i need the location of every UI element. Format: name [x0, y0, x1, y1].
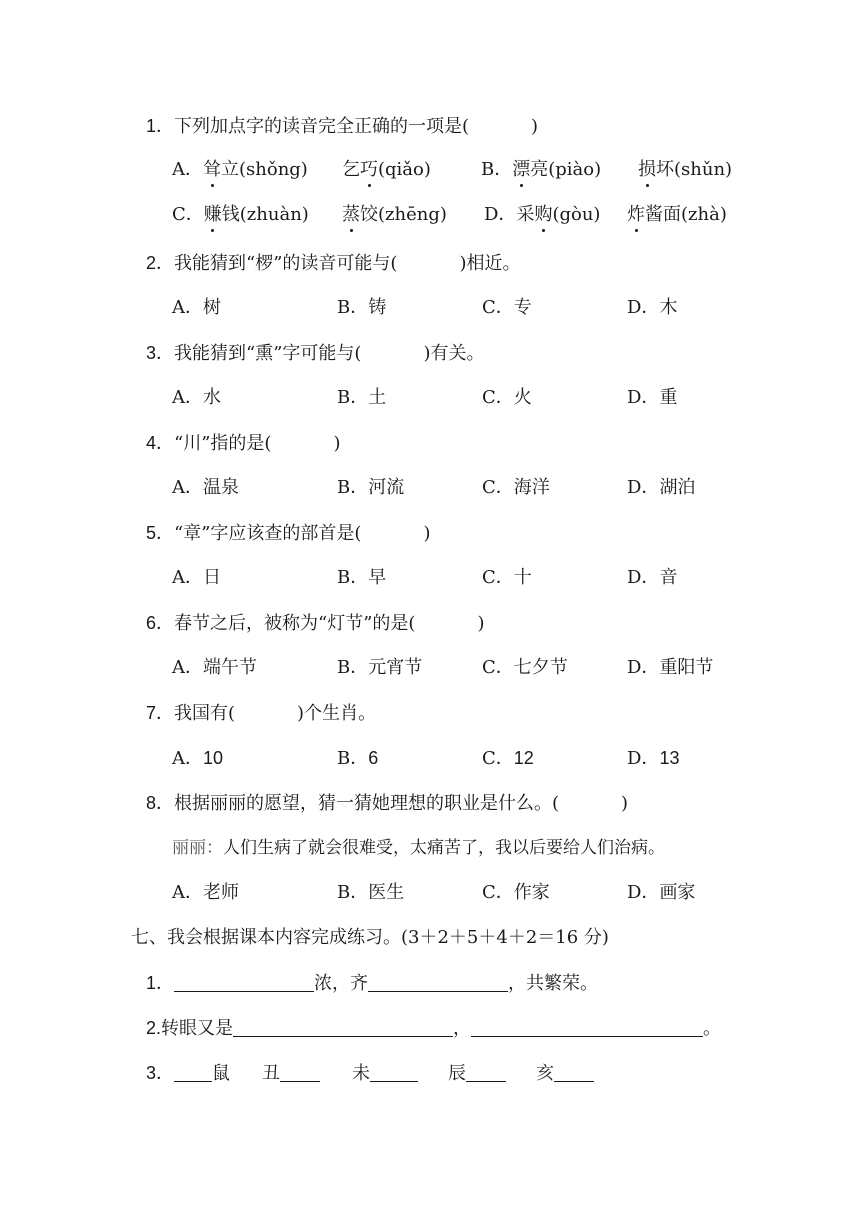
- q3-option-a[interactable]: A．水: [172, 387, 221, 408]
- blank-field[interactable]: [466, 1063, 506, 1082]
- q3-option-c[interactable]: C．火: [482, 387, 532, 408]
- blank-field[interactable]: [471, 1018, 703, 1037]
- speech-bubble-text: [172, 836, 665, 860]
- dotted-char: 购: [534, 204, 553, 225]
- q8-option-d[interactable]: D．画家: [627, 882, 696, 903]
- speaker-name: 丽丽：: [172, 838, 223, 858]
- q7-option-c[interactable]: C．12: [482, 748, 534, 769]
- q5-option-c[interactable]: C．十: [482, 567, 532, 588]
- fill-item-2: 2.转眼又是 ， 。: [146, 1018, 722, 1039]
- question-2: 2．我能猜到“椤”的读音可能与( )相近。: [146, 253, 521, 274]
- q8-option-b[interactable]: B．医生: [337, 882, 405, 903]
- fill-item-3: 3． 鼠 丑 未 辰 亥: [146, 1061, 594, 1086]
- question-stem: 我国有(: [174, 703, 236, 724]
- q4-option-a[interactable]: A．温泉: [172, 477, 239, 498]
- q7-option-a[interactable]: A．10: [172, 748, 224, 769]
- question-number: 3．: [146, 343, 175, 363]
- question-stem: 我能猜到“椤”的读音可能与(: [174, 253, 398, 274]
- q5-option-d[interactable]: D．音: [627, 567, 678, 588]
- dotted-char: 漂: [512, 159, 531, 180]
- q1-option-a-word2: 乞巧(qiǎo): [342, 159, 431, 180]
- question-number: 1．: [146, 116, 175, 136]
- question-stem: 春节之后，被称为“灯节”的是(: [174, 613, 416, 634]
- q3-option-d[interactable]: D．重: [627, 387, 678, 408]
- q6-option-a[interactable]: A．端午节: [172, 657, 257, 678]
- dotted-char: 赚: [203, 204, 222, 225]
- dotted-char: 炸: [627, 204, 645, 225]
- question-number: 2．: [146, 253, 175, 273]
- q2-option-b[interactable]: B．铸: [337, 297, 387, 318]
- question-7: 7．我国有( )个生肖。: [146, 703, 377, 724]
- q1-option-d-word2: 炸酱面(zhà): [627, 204, 727, 225]
- question-number: 4．: [146, 433, 175, 453]
- question-stem: 下列加点字的读音完全正确的一项是(: [174, 116, 470, 137]
- question-number: 6．: [146, 613, 175, 633]
- q2-option-d[interactable]: D．木: [627, 297, 678, 318]
- question-number: 7．: [146, 703, 175, 723]
- q1-option-b-word2: 损坏(shǔn): [638, 159, 733, 180]
- question-3: 3．我能猜到“熏”字可能与( )有关。: [146, 343, 485, 364]
- dotted-char: 耸: [203, 159, 221, 180]
- q1-option-b[interactable]: B．漂亮(piào): [481, 159, 602, 180]
- blank-field[interactable]: [554, 1063, 594, 1082]
- blank-field[interactable]: [370, 1063, 418, 1082]
- q2-option-c[interactable]: C．专: [482, 297, 532, 318]
- q1-option-c[interactable]: C．赚钱(zhuàn): [172, 204, 309, 225]
- question-stem: 根据丽丽的愿望，猜一猜她理想的职业是什么。(: [174, 793, 560, 814]
- question-number: 5．: [146, 523, 175, 543]
- q5-option-a[interactable]: A．日: [172, 567, 221, 588]
- blank-field[interactable]: [174, 973, 314, 992]
- q6-option-c[interactable]: C．七夕节: [482, 657, 568, 678]
- section-7-title: 七、我会根据课本内容完成练习。(3＋2＋5＋4＋2＝16 分): [131, 927, 609, 948]
- question-8: 8．根据丽丽的愿望，猜一猜她理想的职业是什么。( ): [146, 793, 629, 814]
- blank-field[interactable]: [233, 1018, 453, 1037]
- q5-option-b[interactable]: B．早: [337, 567, 387, 588]
- fill-item-1: 1． 浓，齐 ，共繁荣。: [146, 973, 599, 994]
- question-number: 8．: [146, 793, 175, 813]
- q7-option-b[interactable]: B．6: [337, 748, 379, 769]
- question-stem: 我能猜到“熏”字可能与(: [174, 343, 362, 364]
- q8-option-c[interactable]: C．作家: [482, 882, 550, 903]
- question-stem: “章”字应该查的部首是(: [174, 523, 362, 544]
- q7-option-d[interactable]: D．13: [627, 748, 680, 769]
- q2-option-a[interactable]: A．树: [172, 297, 221, 318]
- q1-option-a[interactable]: A．耸立(shǒng): [172, 159, 308, 180]
- speech-text: 人们生病了就会很难受，太痛苦了，我以后要给人们治病。: [223, 838, 665, 858]
- question-stem: “川”指的是(: [174, 433, 272, 454]
- blank-field[interactable]: [174, 1063, 212, 1082]
- question-5: 5．“章”字应该查的部首是( ): [146, 523, 431, 544]
- dotted-char: 损: [638, 159, 656, 180]
- q6-option-b[interactable]: B．元宵节: [337, 657, 423, 678]
- q4-option-d[interactable]: D．湖泊: [627, 477, 696, 498]
- q8-option-a[interactable]: A．老师: [172, 882, 239, 903]
- dotted-char: 蒸: [342, 204, 360, 225]
- q4-option-b[interactable]: B．河流: [337, 477, 405, 498]
- question-6: 6．春节之后，被称为“灯节”的是( ): [146, 613, 485, 634]
- blank-field[interactable]: [368, 973, 508, 992]
- blank-field[interactable]: [280, 1063, 320, 1082]
- q6-option-d[interactable]: D．重阳节: [627, 657, 714, 678]
- q4-option-c[interactable]: C．海洋: [482, 477, 550, 498]
- dotted-char: 巧: [360, 159, 378, 180]
- q1-option-c-word2: 蒸饺(zhēng): [342, 204, 447, 225]
- question-4: 4．“川”指的是( ): [146, 433, 341, 454]
- question-1: 1．下列加点字的读音完全正确的一项是( ): [146, 116, 539, 137]
- q3-option-b[interactable]: B．土: [337, 387, 387, 408]
- q1-option-d[interactable]: D．采购(gòu): [484, 204, 601, 225]
